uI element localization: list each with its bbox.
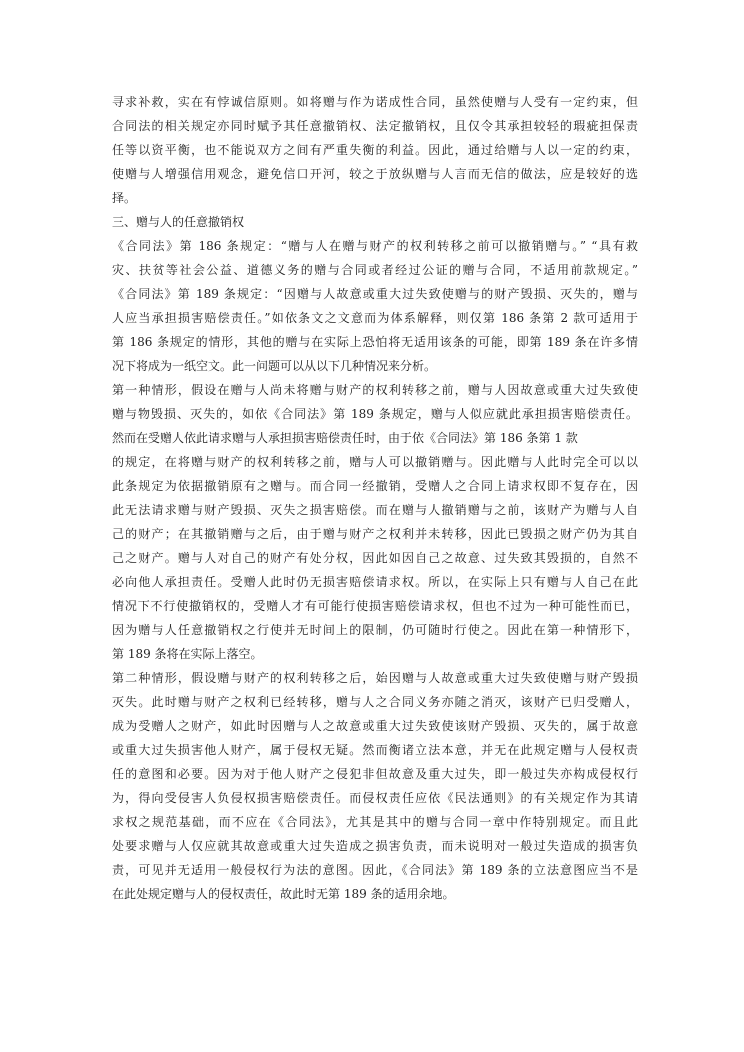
text-line: 《合同法》第 189 条规定：“因赠与人故意或重大过失致使赠与的财产毁损、灭失的，赠与 bbox=[112, 287, 638, 301]
text-line: 人应当承担损害赔偿责任。”如依条文之文意而为体系解释，则仅第 186 条第 2 款可适用于 bbox=[112, 311, 638, 325]
text-line: 灾、扶贫等社会公益、道德义务的赠与合同或者经过公证的赠与合同，不适用前款规定。” bbox=[112, 263, 638, 277]
text-line: 必向他人承担责任。受赠人此时仍无损害赔偿请求权。所以，在实际上只有赠与人自己在此 bbox=[112, 575, 638, 589]
text-line: 成为受赠人之财产，如此时因赠与人之故意或重大过失致使该财产毁损、灭失的，属于故意 bbox=[112, 719, 638, 733]
text-line: 寻求补救，实在有悖诚信原则。如将赠与作为诺成性合同，虽然使赠与人受有一定约束，但 bbox=[112, 95, 638, 109]
text-line: 此无法请求赠与财产毁损、灭失之损害赔偿。而在赠与人撤销赠与之前，该财产为赠与人自 bbox=[112, 503, 638, 517]
text-line: 此条规定为依据撤销原有之赠与。而合同一经撤销，受赠人之合同上请求权即不复存在，因 bbox=[112, 479, 638, 493]
text-line: 《合同法》第 186 条规定：“赠与人在赠与财产的权利转移之前可以撤销赠与。” “具有救 bbox=[112, 239, 638, 253]
text-line: 任等以资平衡，也不能说双方之间有严重失衡的利益。因此，通过给赠与人以一定的约束， bbox=[112, 143, 638, 157]
text-line: 求权之规范基础，而不应在《合同法》，尤其是其中的赠与合同一章中作特别规定。而且此 bbox=[112, 815, 638, 829]
document-body bbox=[112, 90, 638, 906]
text-line: 第 189 条将在实际上落空。 bbox=[112, 647, 263, 661]
text-line: 为，得向受侵害人负侵权损害赔偿责任。而侵权责任应依《民法通则》的有关规定作为其请 bbox=[112, 791, 638, 805]
text-line: 的规定，在将赠与财产的权利转移之前，赠与人可以撤销赠与。因此赠与人此时完全可以以 bbox=[112, 455, 638, 469]
text-line: 然而在受赠人依此请求赠与人承担损害赔偿责任时，由于依《合同法》第 186 条第 1 款 bbox=[112, 431, 578, 445]
text-line: 赠与物毁损、灭失的，如依《合同法》第 189 条规定，赠与人似应就此承担损害赔偿责任。 bbox=[112, 407, 638, 421]
text-line: 己的财产；在其撤销赠与之后，由于赠与财产之权利并未转移，因此已毁损之财产仍为其自 bbox=[112, 527, 638, 541]
text-line: 第二种情形，假设赠与财产的权利转移之后，始因赠与人故意或重大过失致使赠与财产毁损 bbox=[112, 671, 638, 685]
section-heading: 三、赠与人的任意撤销权 bbox=[112, 215, 245, 229]
text-line: 择。 bbox=[112, 191, 137, 205]
text-line: 任的意图和必要。因为对于他人财产之侵犯非但故意及重大过失，即一般过失亦构成侵权行 bbox=[112, 767, 638, 781]
text-line: 己之财产。赠与人对自己的财产有处分权，因此如因自己之故意、过失致其毁损的，自然不 bbox=[112, 551, 638, 565]
text-line: 况下将成为一纸空文。此一问题可以从以下几种情况来分析。 bbox=[112, 359, 437, 373]
text-line: 责，可见并无适用一般侵权行为法的意图。因此，《合同法》第 189 条的立法意图应当不是 bbox=[112, 863, 638, 877]
text-line: 第 186 条规定的情形，其他的赠与在实际上恐怕将无适用该条的可能，即第 189 条在许多情 bbox=[112, 335, 638, 349]
text-line: 第一种情形，假设在赠与人尚未将赠与财产的权利转移之前，赠与人因故意或重大过失致使 bbox=[112, 383, 638, 397]
text-line: 合同法的相关规定亦同时赋予其任意撤销权、法定撤销权，且仅令其承担较轻的瑕疵担保责 bbox=[112, 119, 638, 133]
text-line: 使赠与人增强信用观念，避免信口开河，较之于放纵赠与人言而无信的做法，应是较好的选 bbox=[112, 167, 638, 181]
text-line: 在此处规定赠与人的侵权责任，故此时无第 189 条的适用余地。 bbox=[112, 887, 455, 901]
text-line: 情况下不行使撤销权的，受赠人才有可能行使损害赔偿请求权，但也不过为一种可能性而已， bbox=[112, 599, 638, 613]
text-line: 灭失。此时赠与财产之权利已经转移，赠与人之合同义务亦随之消灭，该财产已归受赠人， bbox=[112, 695, 638, 709]
text-line: 或重大过失损害他人财产，属于侵权无疑。然而衡诸立法本意，并无在此规定赠与人侵权责 bbox=[112, 743, 638, 757]
text-line: 因为赠与人任意撤销权之行使并无时间上的限制，仍可随时行使之。因此在第一种情形下， bbox=[112, 623, 638, 637]
text-line: 处要求赠与人仅应就其故意或重大过失造成之损害负责，而未说明对一般过失造成的损害负 bbox=[112, 839, 638, 853]
